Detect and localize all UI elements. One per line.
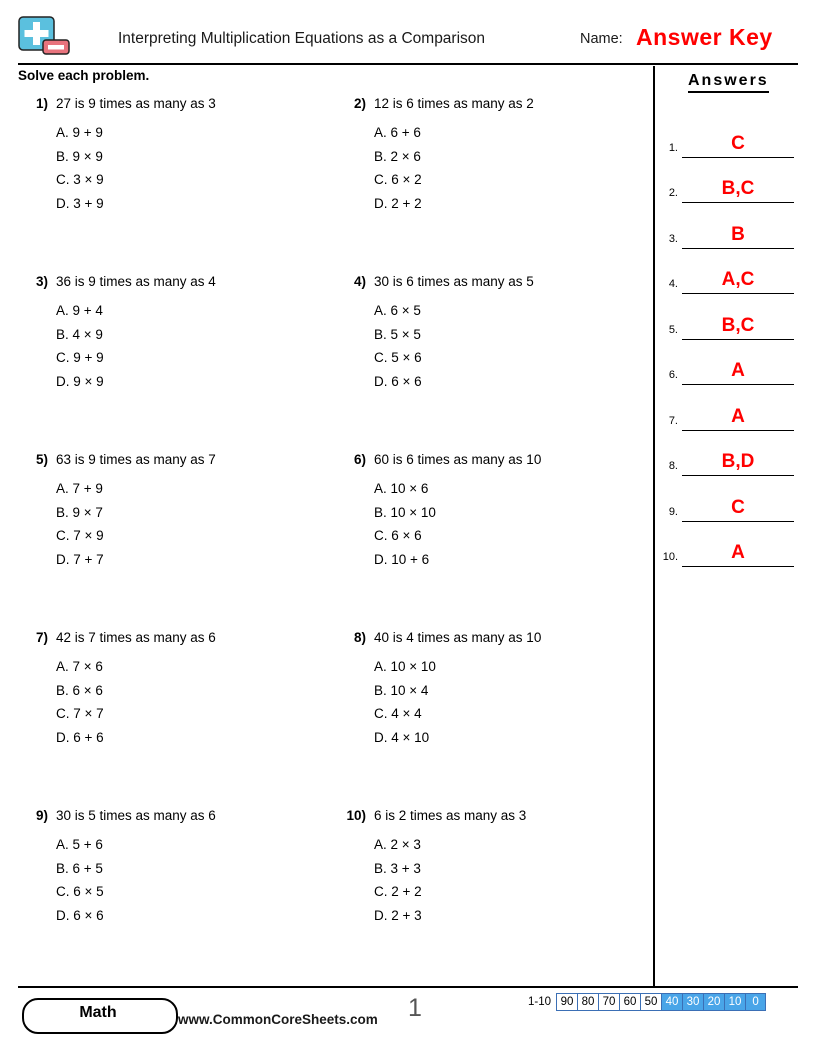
choice-list: [56, 655, 318, 749]
choice-option[interactable]: D. 9 × 9: [56, 373, 104, 389]
instructions-text: Solve each problem.: [18, 68, 150, 83]
answer-value: B,D: [721, 451, 755, 472]
answer-number: 5.: [668, 323, 678, 336]
header-divider: [18, 63, 798, 65]
choice-option[interactable]: B. 5 × 5: [374, 326, 421, 342]
answer-number: 4.: [668, 278, 678, 290]
choice-option[interactable]: A. 6 + 6: [374, 125, 421, 140]
answer-value: A: [731, 542, 745, 563]
choice-option[interactable]: A. 9 + 4: [56, 303, 103, 318]
choice-option[interactable]: A. 10 × 6: [374, 481, 429, 496]
answer-value: B: [731, 223, 745, 245]
choice-option[interactable]: C. 2 + 2: [374, 884, 422, 899]
subject-label: Math: [79, 1004, 117, 1021]
name-label: Name:: [580, 31, 623, 47]
answers-heading: Answers: [688, 72, 769, 93]
score-cell: 60: [619, 993, 640, 1011]
problem-heading: [336, 452, 636, 474]
problem-text: 12 is 6 times as many as 2: [374, 96, 534, 111]
problem-heading: [18, 808, 318, 830]
problem-number: 4): [353, 274, 366, 289]
score-cell: 80: [577, 993, 598, 1011]
choice-option[interactable]: C. 5 × 6: [374, 350, 422, 365]
answer-number: 10.: [662, 551, 678, 563]
choice-option[interactable]: B. 10 × 10: [374, 504, 436, 520]
choice-option[interactable]: A. 7 + 9: [56, 481, 103, 496]
choice-option[interactable]: B. 3 + 3: [374, 860, 421, 876]
answer-row: [658, 476, 798, 522]
score-cell: 10: [724, 993, 745, 1011]
answer-value: A: [731, 405, 745, 427]
footer-divider: [18, 986, 798, 988]
answers-divider: [653, 66, 655, 986]
answer-value: A: [731, 360, 745, 381]
problem-heading: [18, 452, 318, 474]
answer-value: C: [731, 132, 745, 154]
choice-option[interactable]: C. 9 + 9: [56, 350, 104, 365]
score-cell: 90: [556, 993, 577, 1011]
answer-row: [658, 294, 798, 340]
answer-number: 1.: [668, 141, 678, 154]
answer-row: [658, 249, 798, 295]
choice-option[interactable]: D. 6 × 6: [374, 373, 422, 389]
site-url: www.CommonCoreSheets.com: [178, 1012, 378, 1027]
answers-list: [658, 112, 798, 567]
answer-key-stamp: Answer Key: [636, 24, 773, 50]
problem-number: 10): [346, 808, 366, 823]
choice-option[interactable]: D. 10 + 6: [374, 551, 430, 567]
problem-number: 9): [35, 808, 48, 823]
problem-text: 6 is 2 times as many as 3: [374, 808, 527, 823]
choice-option[interactable]: B. 2 × 6: [374, 148, 421, 164]
choice-list: [374, 299, 636, 393]
problem-number: 3): [35, 274, 48, 289]
problem-row: [18, 452, 628, 630]
choice-option[interactable]: D. 6 × 6: [56, 907, 104, 923]
problem-9: [18, 808, 318, 927]
worksheet-header: [18, 16, 798, 60]
answer-number: 3.: [668, 232, 678, 245]
problem-text: 60 is 6 times as many as 10: [374, 452, 542, 467]
problem-1: [18, 96, 318, 215]
problem-7: [18, 630, 318, 749]
score-cell: 0: [745, 993, 766, 1011]
choice-option[interactable]: B. 4 × 9: [56, 326, 103, 342]
choice-option[interactable]: D. 2 + 2: [374, 195, 422, 211]
choice-option[interactable]: A. 6 × 5: [374, 303, 421, 318]
choice-list: [56, 121, 318, 215]
choice-option[interactable]: D. 3 + 9: [56, 195, 104, 211]
score-cell: 20: [703, 993, 724, 1011]
problem-text: 36 is 9 times as many as 4: [56, 274, 216, 289]
answer-row: [658, 112, 798, 158]
answer-number: 2.: [668, 187, 678, 199]
problem-number: 2): [353, 96, 366, 111]
problem-heading: [18, 274, 318, 296]
score-scale: [528, 993, 766, 1011]
score-cell: 40: [661, 993, 682, 1011]
problem-text: 42 is 7 times as many as 6: [56, 630, 216, 645]
page-number: 1: [408, 994, 422, 1022]
choice-option[interactable]: B. 9 × 9: [56, 148, 103, 164]
choice-option[interactable]: C. 7 × 7: [56, 706, 104, 721]
choice-list: [56, 833, 318, 927]
score-cell: 50: [640, 993, 661, 1011]
problem-number: 8): [353, 630, 366, 645]
problem-heading: [336, 96, 636, 118]
score-cell: 30: [682, 993, 703, 1011]
choice-option[interactable]: D. 2 + 3: [374, 907, 422, 923]
choice-option[interactable]: C. 3 × 9: [56, 172, 104, 187]
score-range-label: 1-10: [528, 996, 552, 1008]
problem-row: [18, 630, 628, 808]
choice-option[interactable]: D. 4 × 10: [374, 729, 430, 745]
choice-list: [374, 121, 636, 215]
answer-row: [658, 522, 798, 568]
answer-value: A,C: [721, 269, 755, 290]
choice-option[interactable]: B. 6 × 6: [56, 682, 103, 698]
choice-option[interactable]: C. 6 × 5: [56, 884, 104, 899]
problem-3: [18, 274, 318, 393]
choice-option[interactable]: D. 7 + 7: [56, 551, 104, 567]
problem-text: 63 is 9 times as many as 7: [56, 452, 216, 467]
problem-4: [336, 274, 636, 393]
problem-heading: [18, 96, 318, 118]
choice-option[interactable]: B. 10 × 4: [374, 682, 429, 698]
choice-option[interactable]: C. 4 × 4: [374, 706, 422, 721]
answer-value: C: [731, 496, 745, 518]
problem-text: 30 is 6 times as many as 5: [374, 274, 534, 289]
choice-option[interactable]: A. 2 × 3: [374, 837, 421, 852]
answer-row: [658, 431, 798, 477]
answer-value: B,C: [721, 178, 755, 199]
problem-row: [18, 96, 628, 274]
problem-heading: [336, 808, 636, 830]
problem-10: [336, 808, 636, 927]
problem-2: [336, 96, 636, 215]
choice-option[interactable]: C. 6 × 2: [374, 172, 422, 187]
choice-list: [56, 477, 318, 571]
problem-row: [18, 274, 628, 452]
choice-option[interactable]: B. 9 × 7: [56, 504, 103, 520]
problem-number: 7): [35, 630, 48, 645]
choice-list: [56, 299, 318, 393]
choice-option[interactable]: D. 6 + 6: [56, 729, 104, 745]
answer-value: B,C: [721, 314, 755, 336]
problem-5: [18, 452, 318, 571]
problem-text: 30 is 5 times as many as 6: [56, 808, 216, 823]
problem-number: 1): [35, 96, 48, 111]
problem-heading: [18, 630, 318, 652]
answer-number: 9.: [668, 505, 678, 518]
choice-option[interactable]: A. 9 + 9: [56, 125, 103, 140]
choice-option[interactable]: C. 6 × 6: [374, 528, 422, 543]
answer-number: 6.: [668, 369, 678, 381]
plus-minus-logo-icon: [18, 16, 72, 60]
answer-row: [658, 203, 798, 249]
problem-heading: [336, 630, 636, 652]
problem-text: 27 is 9 times as many as 3: [56, 96, 216, 111]
problems-grid: [18, 96, 628, 986]
choice-option[interactable]: B. 6 + 5: [56, 860, 103, 876]
choice-option[interactable]: A. 7 × 6: [56, 659, 103, 674]
score-cell: 70: [598, 993, 619, 1011]
problem-6: [336, 452, 636, 571]
problem-number: 5): [35, 452, 48, 467]
answer-row: [658, 340, 798, 386]
choice-option[interactable]: A. 10 × 10: [374, 659, 436, 674]
choice-list: [374, 655, 636, 749]
problem-8: [336, 630, 636, 749]
answer-number: 8.: [668, 460, 678, 472]
choice-option[interactable]: C. 7 × 9: [56, 528, 104, 543]
choice-list: [374, 477, 636, 571]
problem-text: 40 is 4 times as many as 10: [374, 630, 542, 645]
answer-row: [658, 158, 798, 204]
choice-list: [374, 833, 636, 927]
problem-heading: [336, 274, 636, 296]
answer-number: 7.: [668, 414, 678, 427]
answer-row: [658, 385, 798, 431]
choice-option[interactable]: A. 5 + 6: [56, 837, 103, 852]
problem-row: [18, 808, 628, 986]
problem-number: 6): [353, 452, 366, 467]
page-title: Interpreting Multiplication Equations as a Comparison: [118, 30, 486, 47]
